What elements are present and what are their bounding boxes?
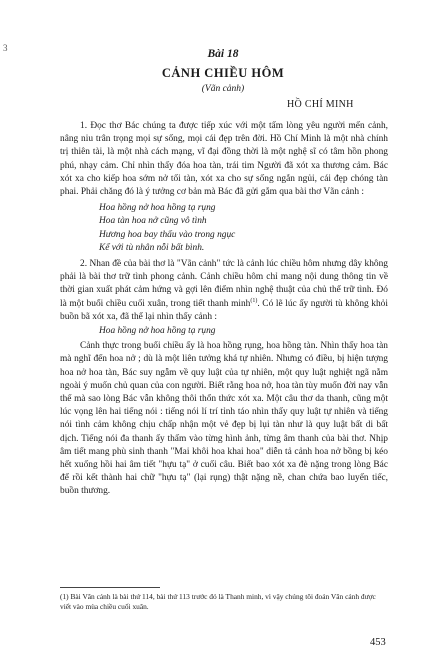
poem-line: Hoa tàn hoa nở cũng vô tình xyxy=(99,216,207,227)
page-number: 453 xyxy=(370,637,386,648)
author-name: HỒ CHÍ MINH xyxy=(287,99,354,110)
paragraph-3: Cảnh thực trong buổi chiều ấy là hoa hồng rụng, hoa hồng tàn. Nhìn thấy hoa tàn mà nghĩ đến hoa nở ; dù là một liên tưởng khá tự nhiên. Nhưng có điều, bị hiện tượng hoa nở hoa tàn, Bác suy ngẫm về quy luật của tự nhiên, một quy luật nghiệt ngã nằm ngoài ý muốn chủ quan của con người. Biết rằng hoa nở, hoa tàn tùy muốn đời nay vẫn thế mà sao lòng Bác vẫn không thôi thổn thức xót xa. Một câu thơ da thanh, cũng một lúc vọng lên hai tiếng nói : tiếng nói lí trí tỉnh táo nhìn thấy quy luật tự nhiên và tiếng nói tình cảm không chịu chấp nhận một vẻ đẹp bị lụi tàn như là quy luật bất di bất dịch. Tiếng nói đa thanh ấy thấm vào từng hình ảnh, từng âm thanh của bài thơ. Nhịp âm tiết mang phù sinh thanh "Mai khôi hoa khai hoa" diễn tả cảnh hoa nở bồng bị kéo hết xuống hồi hai âm tiết "hựu tạ" ở cuối câu. Biết bao xót xa đè nặng trong lòng Bác để rồi kết thành hai chữ "hựu tạ" (lại rụng) thật nặng nề, chan chứa bao luyến tiếc, buồn thương. xyxy=(60,341,388,497)
footnote-ref[interactable]: (1) xyxy=(250,297,258,304)
poem-title: CẢNH CHIỀU HÔM xyxy=(161,66,285,80)
footnote-divider xyxy=(60,587,160,588)
body-text xyxy=(60,120,388,499)
lesson-number: Bài 18 xyxy=(207,48,239,60)
poem-line: Kể với tù nhân nỗi bất bình. xyxy=(99,242,205,253)
quoted-verse: Hoa hồng nở hoa hồng tạ rụng xyxy=(99,326,216,337)
poem-line: Hoa hồng nở hoa hồng tạ rụng xyxy=(99,203,216,214)
footnote: (1) Bài Vãn cảnh là bài thứ 114, bài thứ 113 trước đó là Thanh minh, vì vậy chúng tôi đoán Vãn cảnh được viết vào mùa chiều cuối xuân. xyxy=(60,592,376,611)
poem-subtitle: (Vãn cảnh) xyxy=(201,84,245,94)
paragraph-2 xyxy=(60,258,388,324)
paragraph-2-text: 2. Nhan đề của bài thơ là "Vãn cảnh" tức là cảnh lúc chiều hôm nhưng dây không phải là bài thơ trữ tình phong cảnh. Cảnh chiều hôm chỉ mang nội dung thông tin về thời gian xuất phát cảm hứng và gợi lên điểm nhìn nghệ thuật của chủ thể trữ tình. Đó là một buổi chiều cuối xuân, trong tiết thanh minh xyxy=(60,259,388,309)
margin-mark: 3 xyxy=(3,43,8,53)
poem-block xyxy=(99,202,388,255)
poem-line: Hương hoa bay thấu vào trong ngục xyxy=(99,229,236,240)
paragraph-2-end: . Có lẽ lúc ấy người tù không khỏi buồn bã xót xa, đã thể lại nhìn thấy cảnh : xyxy=(60,298,388,322)
paragraph-1: 1. Đọc thơ Bác chúng ta được tiếp xúc với một tấm lòng yêu người mến cảnh, nâng niu trân trọng mọi sự sống, mọi cái đẹp trên đời. Hồ Chí Minh là một nhà chính trị thiên tài, là một nhà cách mạng, vĩ đại đồng thời là một nghệ sĩ có tâm hồn phong phú, nhạy cảm. Chỉ nhìn thấy đóa hoa tàn, trái tim Người đã xót xa thương cảm. Bác xót xa cho kiếp hoa sớm nở tối tàn, xót xa cho sự sống ngắn ngủi, cái đẹp chóng tàn phai. Phải chăng đó là ý tưởng cơ bản mà Bác đã gửi gắm qua bài thơ Vãn cảnh : xyxy=(60,121,388,198)
